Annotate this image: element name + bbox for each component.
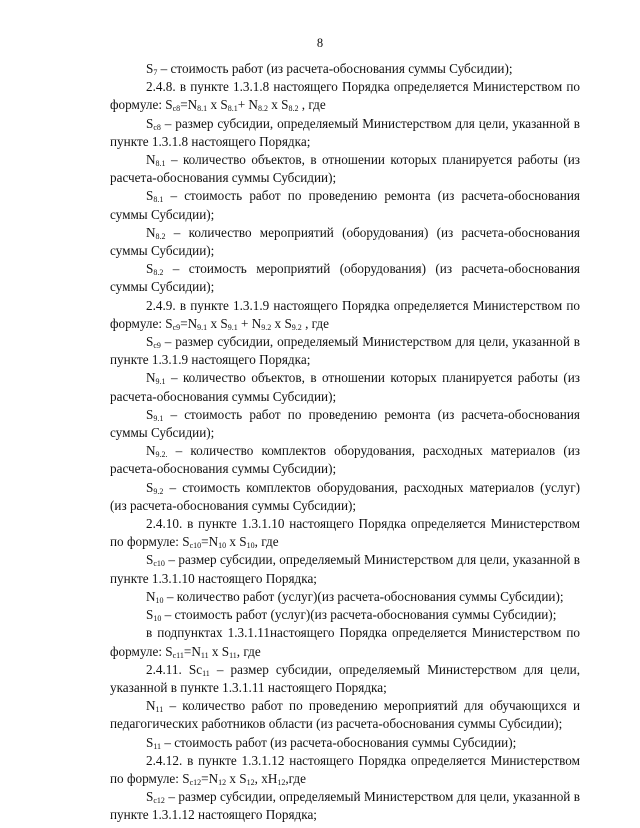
document-body — [110, 60, 580, 825]
paragraph: $S_{9.1}$ – стоимость работ по проведению ремонта (из расчета-обоснования суммы Субсидии); — [110, 406, 580, 441]
paragraph: 2.4.9. в пункте 1.3.1.9 настоящего Порядка определяется Министерством по формуле: $S_{c9}=N_{9.1}$ x $S_{9.1} + N_{9.2}$ x $S_{9.2}$ , где — [110, 297, 580, 332]
paragraph: $N_{9.1}$ – количество объектов, в отношении которых планируется работы (из расчета-обоснования суммы Субсидии); — [110, 370, 580, 404]
paragraph: $N_{8.2}$ – количество мероприятий (оборудования) (из расчета-обоснования суммы Субсидии); — [110, 224, 580, 259]
paragraph: $S_7$ – стоимость работ (из расчета-обоснования суммы Субсидии); — [146, 61, 513, 77]
paragraph: $N_{9.2.}$ – количество комплектов оборудования, расходных материалов (из расчета-обоснования суммы Субсидии); — [110, 443, 580, 477]
paragraph: $N_{10}$ – количество работ (услуг)(из расчета-обоснования суммы Субсидии); — [146, 588, 564, 605]
page-number: 8 — [316, 36, 324, 50]
paragraph: в подпунктах 1.3.1.11настоящего Порядка определяется Министерством по формуле: $S_{c11}=N_{11}$ x $S_{11}$, где — [110, 625, 580, 660]
paragraph: $S_{10}$ – стоимость работ (услуг)(из расчета-обоснования суммы Субсидии); — [146, 607, 557, 624]
paragraph: $S_{8.1}$ – стоимость работ по проведению ремонта (из расчета-обоснования суммы Субсидии); — [110, 188, 580, 222]
paragraph: $S_{c12}$ – размер субсидии, определяемый Министерством для цели, указанной в пункте 1.3.1.12 настоящего Порядка; — [110, 789, 580, 823]
paragraph: $S_{c9}$ – размер субсидии, определяемый Министерством для цели, указанной в пункте 1.3.1.9 настоящего Порядка; — [110, 334, 580, 368]
paragraph: $S_{8.2}$ – стоимость мероприятий (оборудования) (из расчета-обоснования суммы Субсидии); — [110, 261, 580, 295]
paragraph: 2.4.11. $Sc_{11}$ – размер субсидии, определяемый Министерством для цели, указанной в пункте 1.3.1.11 настоящего Порядка; — [110, 661, 580, 695]
paragraph: $S_{c10}$ – размер субсидии, определяемый Министерством для цели, указанной в пункте 1.3.1.10 настоящего Порядка; — [110, 552, 580, 586]
paragraph: $S_{9.2}$ – стоимость комплектов оборудования, расходных материалов (услуг) (из расчета-обоснования суммы Субсидии); — [110, 479, 580, 513]
paragraph: 2.4.8. в пункте 1.3.1.8 настоящего Порядка определяется Министерством по формуле: $S_{c8}=N_{8.1}$ x $S_{8.1}+ N_{8.2}$ x $S_{8.2}$ , где — [110, 79, 580, 114]
paragraph: $N_{11}$ – количество работ по проведению мероприятий для обучающихся и педагогических работников области (из расчета-обоснования суммы Субсидии); — [110, 698, 580, 732]
paragraph: 2.4.10. в пункте 1.3.1.10 настоящего Порядка определяется Министерством по формуле: $S_{c10}=N_{10}$ x $S_{10}$, где — [110, 516, 580, 551]
paragraph: $N_{8.1}$ – количество объектов, в отношении которых планируется работы (из расчета-обоснования суммы Субсидии); — [110, 152, 580, 186]
paragraph: $S_{11}$ – стоимость работ (из расчета-обоснования суммы Субсидии); — [146, 734, 517, 751]
paragraph: 2.4.12. в пункте 1.3.1.12 настоящего Порядка определяется Министерством по формуле: $S_{c12}=N_{12}$ x $S_{12}$, $xH_{12},где$ — [110, 752, 580, 787]
paragraph: $S_{c8}$ – размер субсидии, определяемый Министерством для цели, указанной в пункте 1.3.1.8 настоящего Порядка; — [110, 115, 580, 149]
